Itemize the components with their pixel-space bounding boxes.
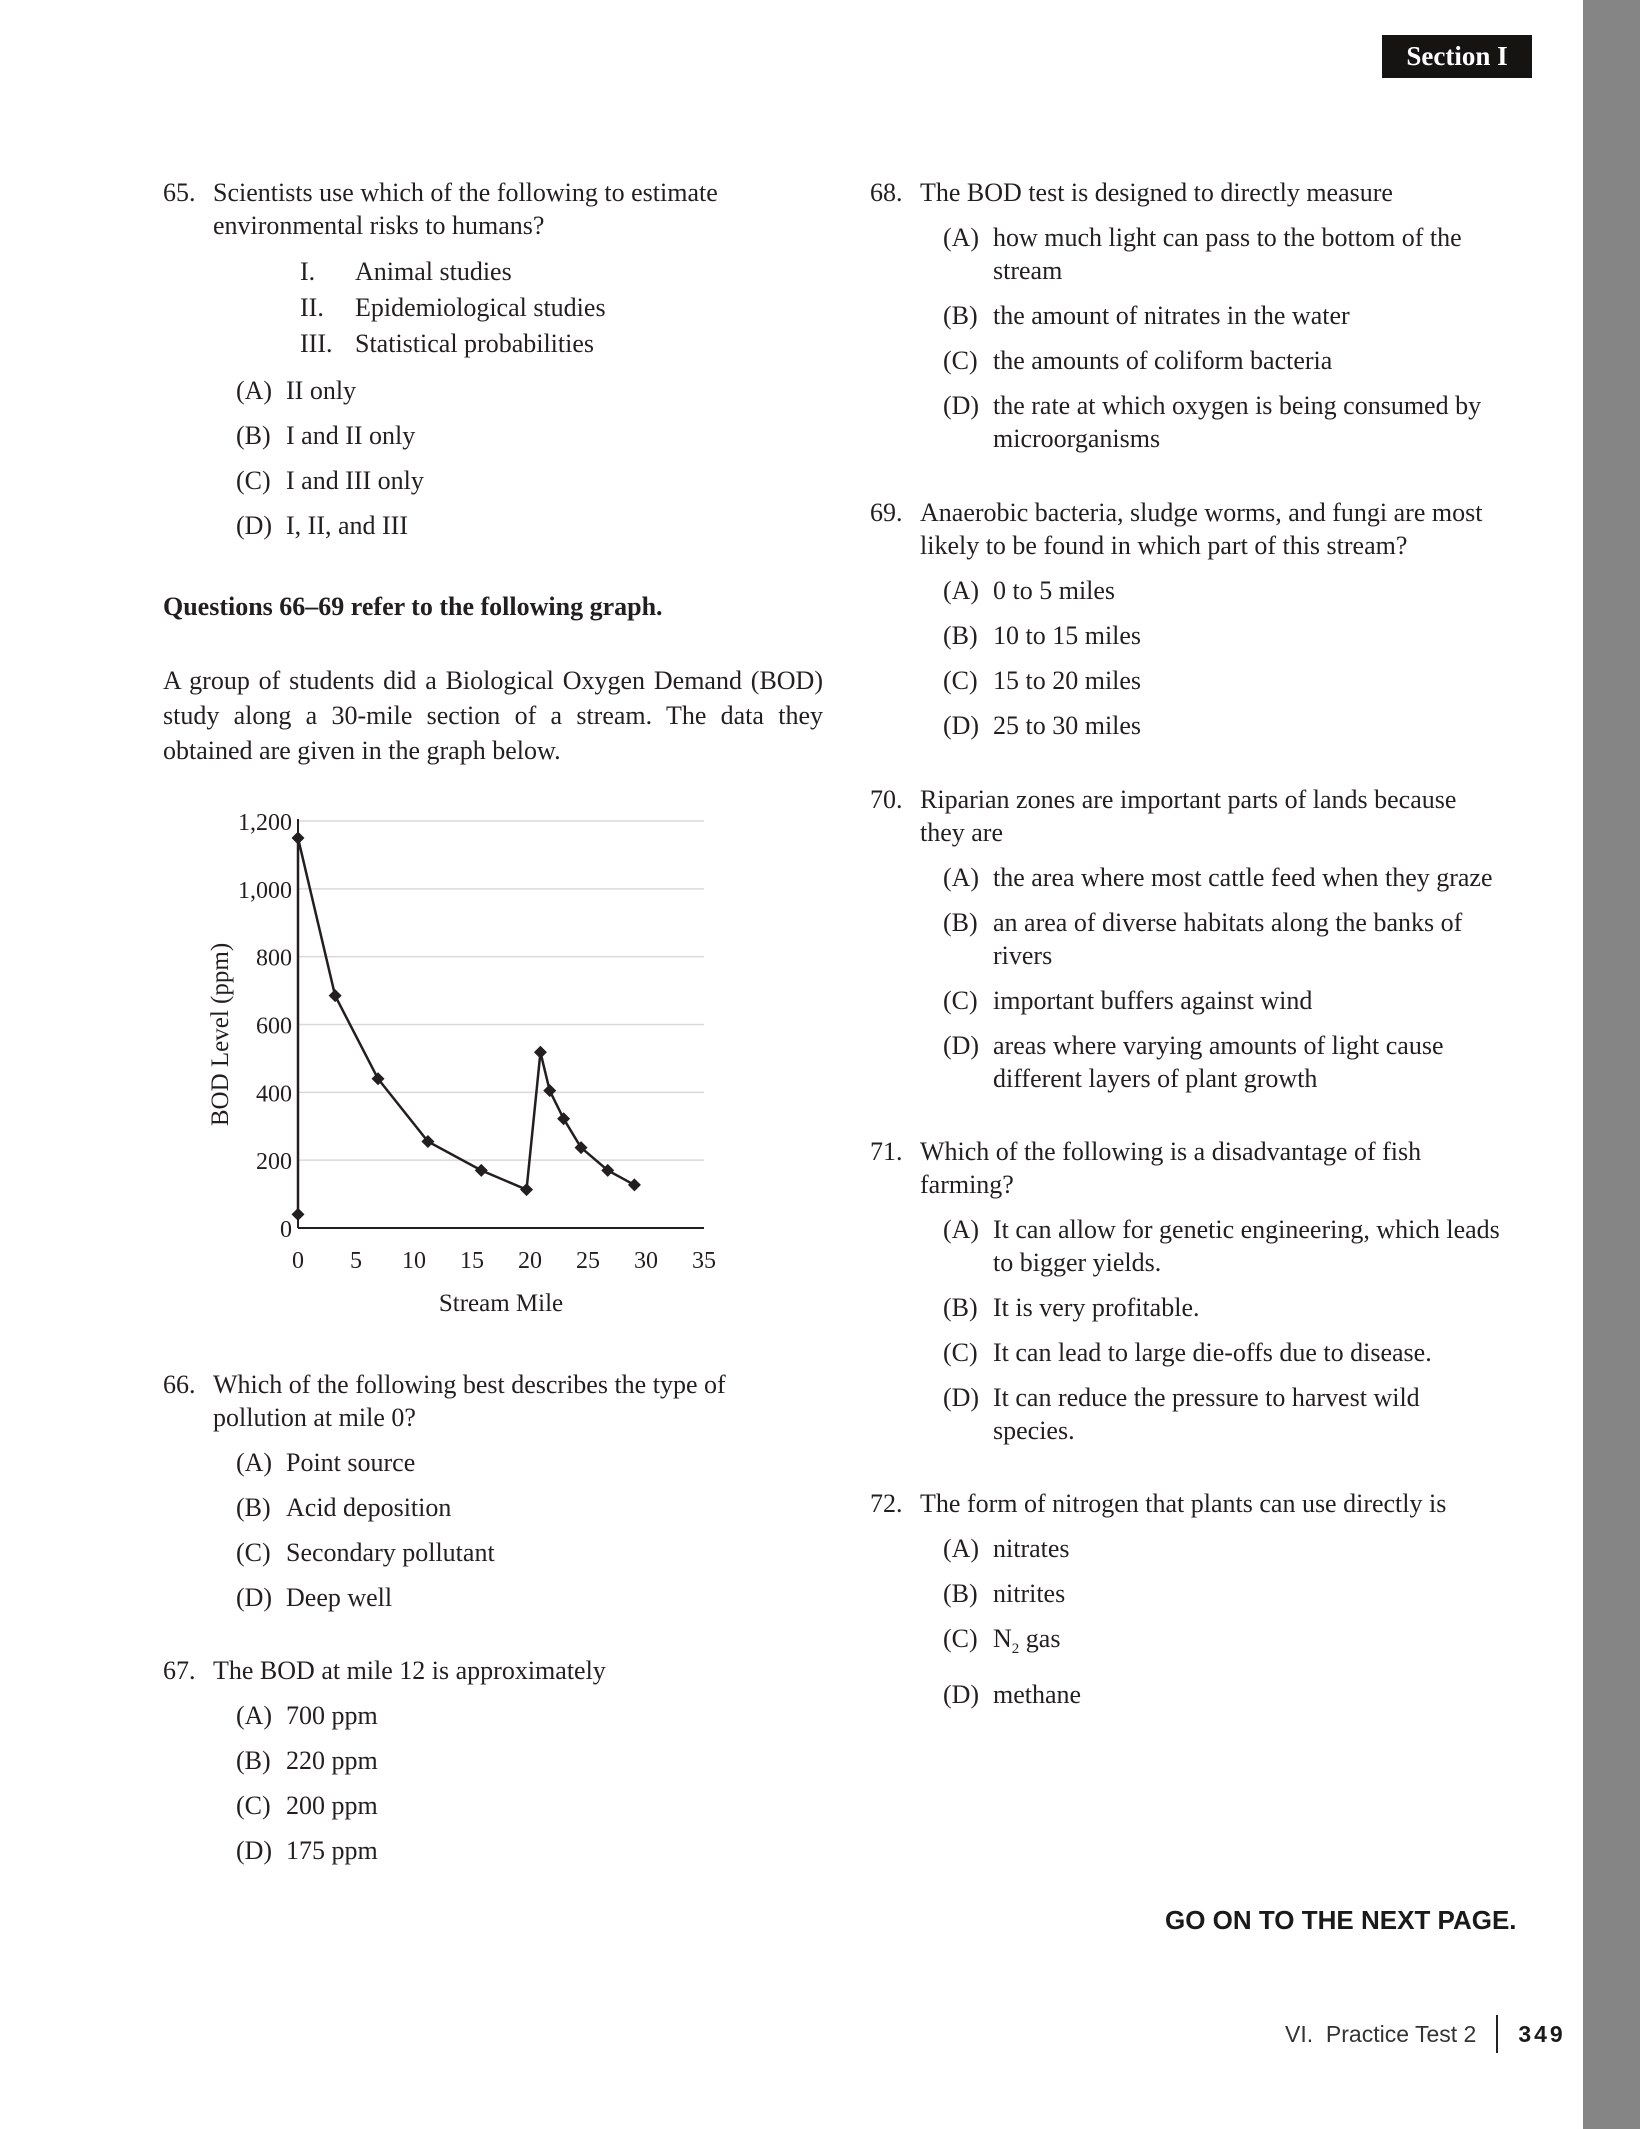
page-footer xyxy=(1285,2015,1566,2053)
page-edge-tab xyxy=(1583,0,1640,2129)
question-number: 67. xyxy=(163,1656,196,1685)
answer-option-c[interactable]: (C) important buffers against wind xyxy=(943,986,1313,1015)
question-number: 66. xyxy=(163,1370,196,1399)
question-stem: Riparian zones are important parts of lands because xyxy=(920,785,1457,814)
diamond-marker-icon xyxy=(292,831,305,844)
diamond-marker-icon xyxy=(534,1046,547,1059)
question-number: 70. xyxy=(870,785,903,814)
x-tick-label: 10 xyxy=(402,1248,426,1274)
diamond-marker-icon xyxy=(557,1112,570,1125)
question-71 xyxy=(870,1135,1570,1447)
footer-section-title: VI. Practice Test 2 xyxy=(1285,2020,1477,2047)
answer-option-a[interactable]: (A) nitrates xyxy=(943,1534,1070,1563)
question-69 xyxy=(870,496,1550,742)
group-heading: Questions 66–69 refer to the following graph. xyxy=(163,592,663,621)
roman-item: I. Animal studies xyxy=(300,257,512,286)
answer-option-c[interactable]: (C) 15 to 20 miles xyxy=(943,666,1142,695)
question-65 xyxy=(163,176,823,542)
x-tick-label: 20 xyxy=(518,1248,542,1274)
answer-option-c[interactable]: (C) I and III only xyxy=(236,466,424,495)
roman-item: II. Epidemiological studies xyxy=(300,293,606,322)
diamond-marker-icon xyxy=(292,1208,305,1221)
answer-option-a[interactable]: (A) II only xyxy=(236,376,357,405)
diamond-marker-icon xyxy=(520,1183,533,1196)
y-tick-label: 600 xyxy=(256,1013,292,1040)
answer-option-a[interactable]: (A) 0 to 5 miles xyxy=(943,576,1116,605)
answer-option-c[interactable]: (C) Secondary pollutant xyxy=(236,1538,495,1567)
question-stem: Which of the following is a disadvantage of fish xyxy=(920,1137,1422,1166)
roman-list xyxy=(300,254,823,362)
question-stem: environmental risks to humans? xyxy=(213,211,545,240)
question-stem: they are xyxy=(920,818,1004,847)
y-tick-label: 0 xyxy=(280,1217,292,1243)
y-tick-label: 1,000 xyxy=(238,877,292,904)
diamond-marker-icon xyxy=(329,989,342,1002)
question-stem: Scientists use which of the following to estimate xyxy=(213,178,718,207)
question-number: 65. xyxy=(163,178,196,207)
answer-option-b[interactable]: (B) Acid deposition xyxy=(236,1493,452,1522)
x-tick-label: 25 xyxy=(576,1248,600,1274)
question-number: 71. xyxy=(870,1137,903,1166)
footer-divider xyxy=(1496,2015,1498,2053)
question-67 xyxy=(163,1654,823,1867)
y-axis-label: BOD Level (ppm) xyxy=(207,942,234,1127)
bod-line-chart xyxy=(195,800,795,1330)
answer-option-a[interactable]: (A) how much light can pass to the bottom of the stream xyxy=(943,223,1462,285)
answer-option-b[interactable]: (B) 220 ppm xyxy=(236,1746,378,1775)
answer-option-d[interactable]: (D) Deep well xyxy=(236,1583,393,1612)
answer-option-d[interactable]: (D) 25 to 30 miles xyxy=(943,711,1142,740)
section-label: Section I xyxy=(1382,35,1532,78)
answer-option-c[interactable]: (C) It can lead to large die-offs due to disease. xyxy=(943,1338,1432,1367)
x-tick-label: 35 xyxy=(692,1248,716,1274)
answer-option-a[interactable]: (A) 700 ppm xyxy=(236,1701,378,1730)
answer-option-a[interactable]: (A) Point source xyxy=(236,1448,416,1477)
question-68 xyxy=(870,176,1550,455)
answer-option-c[interactable]: (C) 200 ppm xyxy=(236,1791,378,1820)
group-intro-text: A group of students did a Biological Oxygen Demand (BOD) study along a 30-mile section of a stream. The data they obtained are given in the graph below. xyxy=(163,666,823,765)
x-tick-label: 30 xyxy=(634,1248,658,1274)
question-stem: The form of nitrogen that plants can use directly is xyxy=(920,1489,1447,1518)
question-number: 69. xyxy=(870,498,903,527)
question-stem: The BOD at mile 12 is approximately xyxy=(213,1656,606,1685)
answer-option-b[interactable]: (B) the amount of nitrates in the water xyxy=(943,301,1350,330)
y-tick-label: 1,200 xyxy=(238,810,292,836)
question-stem: likely to be found in which part of this stream? xyxy=(920,531,1408,560)
x-tick-label: 0 xyxy=(292,1248,304,1274)
answer-option-c[interactable]: (C) $N_2$ gas xyxy=(943,1624,1061,1658)
answer-option-b[interactable]: (B) 10 to 15 miles xyxy=(943,621,1142,650)
answer-option-b[interactable]: (B) nitrites xyxy=(943,1579,1066,1608)
y-tick-label: 400 xyxy=(256,1081,292,1108)
answer-option-d[interactable]: (D) I, II, and III xyxy=(236,511,408,540)
diamond-marker-icon xyxy=(543,1084,556,1097)
question-number: 72. xyxy=(870,1489,903,1518)
x-tick-label: 5 xyxy=(350,1248,362,1274)
question-stem: The BOD test is designed to directly measure xyxy=(920,178,1393,207)
answer-option-d[interactable]: (D) methane xyxy=(943,1680,1082,1710)
question-stem: farming? xyxy=(920,1170,1014,1199)
question-stem: Anaerobic bacteria, sludge worms, and fungi are most xyxy=(920,498,1483,527)
answer-option-b[interactable]: (B) It is very profitable. xyxy=(943,1293,1200,1322)
answer-option-b[interactable]: (B) I and II only xyxy=(236,421,416,450)
diamond-marker-icon xyxy=(475,1164,488,1177)
answer-option-d[interactable]: (D) 175 ppm xyxy=(236,1836,378,1865)
answer-option-c[interactable]: (C) the amounts of coliform bacteria xyxy=(943,346,1333,375)
question-stem: Which of the following best describes the type of xyxy=(213,1370,726,1399)
answer-option-b[interactable]: (B) an area of diverse habitats along the banks of rivers xyxy=(943,908,1463,970)
y-tick-label: 800 xyxy=(256,945,292,972)
x-axis-label: Stream Mile xyxy=(438,1290,564,1317)
diamond-marker-icon xyxy=(628,1178,641,1191)
go-on-next-page: GO ON TO THE NEXT PAGE. xyxy=(1165,1905,1517,1935)
roman-item: III. Statistical probabilities xyxy=(300,329,595,358)
answer-option-d[interactable]: (D) the rate at which oxygen is being consumed by microorganisms xyxy=(943,391,1482,453)
answer-option-a[interactable]: (A) the area where most cattle feed when they graze xyxy=(943,863,1493,892)
x-tick-label: 15 xyxy=(460,1248,484,1274)
answer-option-d[interactable]: (D) It can reduce the pressure to harvest wild species. xyxy=(943,1383,1420,1445)
chart-svg xyxy=(195,800,795,1330)
question-stem: pollution at mile 0? xyxy=(213,1403,416,1432)
question-72 xyxy=(870,1487,1550,1711)
data-line xyxy=(298,838,634,1214)
answer-option-d[interactable]: (D) areas where varying amounts of light cause different layers of plant growth xyxy=(943,1031,1444,1093)
question-70 xyxy=(870,783,1570,1095)
question-66 xyxy=(163,1368,823,1614)
answer-option-a[interactable]: (A) It can allow for genetic engineering, which leads to bigger yields. xyxy=(943,1215,1500,1277)
y-tick-label: 200 xyxy=(256,1149,292,1176)
question-number: 68. xyxy=(870,178,903,207)
page-number: 349 xyxy=(1518,2020,1566,2047)
